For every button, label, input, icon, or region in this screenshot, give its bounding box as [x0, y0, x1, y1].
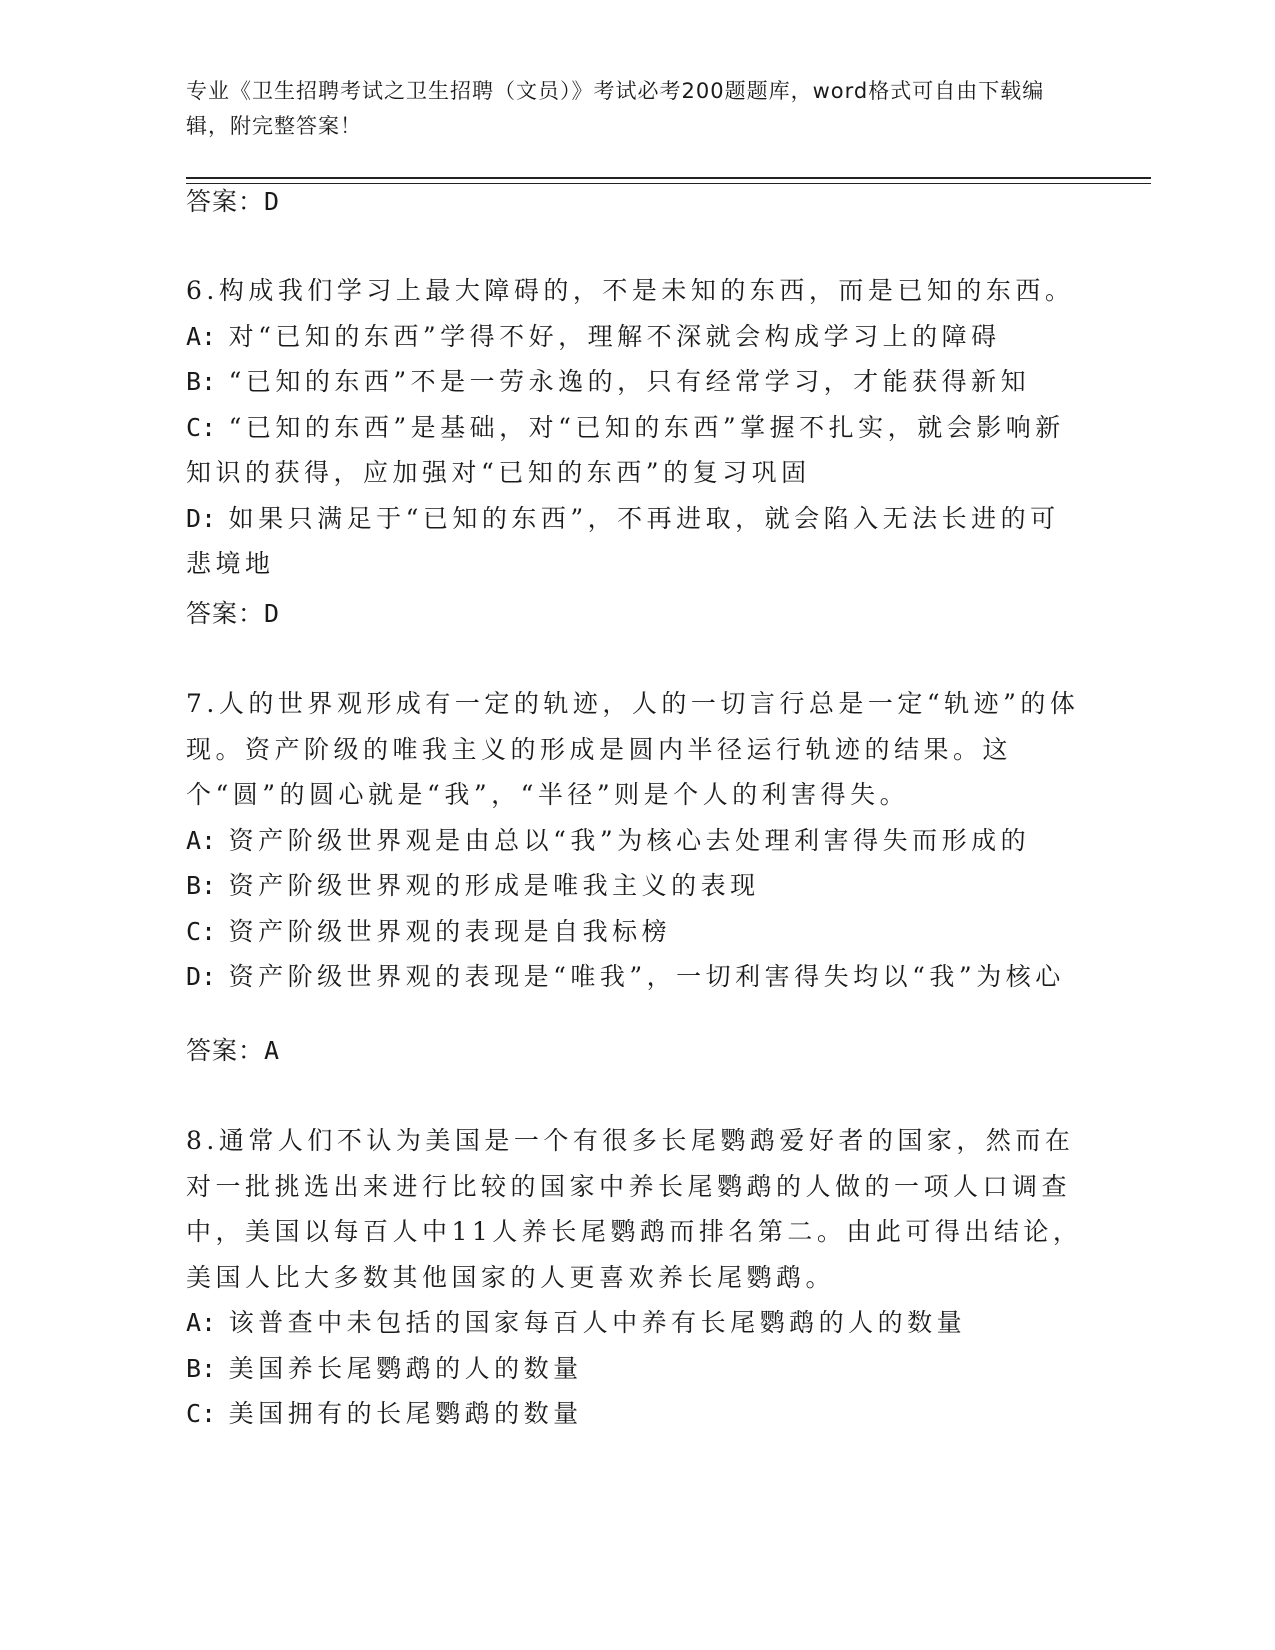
option-label: B:: [186, 367, 217, 396]
option-d: [186, 496, 1086, 587]
answer-label: 答案：: [186, 599, 265, 628]
option-text: 对“已知的东西”学得不好，理解不深就会构成学习上的障碍: [228, 321, 1001, 351]
option-d: [186, 954, 1086, 1000]
option-text: 美国拥有的长尾鹦鹉的数量: [228, 1399, 583, 1428]
question-stem: 6.构成我们学习上最大障碍的，不是未知的东西，而是已知的东西。: [186, 276, 1075, 305]
answer-label: 答案：: [186, 1036, 265, 1065]
question-stem: 8.通常人们不认为美国是一个有很多长尾鹦鹉爱好者的国家，然而在对一批挑选出来进行比较的国家中养长尾鹦鹉的人做的一项人口调查中，美国以每百人中11人养长尾鹦鹉而排名第二。由此可得出结论，美国人比大多数其他国家的人更喜欢养长尾鹦鹉。: [186, 1126, 1083, 1292]
document-header: 专业《卫生招聘考试之卫生招聘（文员）》考试必考200题题库，word格式可自由下载编辑，附完整答案！: [186, 79, 1045, 138]
option-b: [186, 863, 1086, 909]
option-text: 如果只满足于“已知的东西”，不再进取，就会陷入无法长进的可悲境地: [186, 503, 1060, 578]
option-c: [186, 909, 1086, 955]
option-b: [186, 359, 1086, 405]
option-text: 资产阶级世界观的形成是唯我主义的表现: [228, 871, 760, 900]
answer-value: A: [264, 1036, 281, 1065]
question-7: [186, 681, 1086, 1000]
option-label: B:: [186, 871, 217, 900]
question-6: [186, 268, 1086, 587]
option-label: A:: [186, 1308, 217, 1337]
header-rule-thick: [186, 177, 1151, 179]
answer-7: [186, 1031, 280, 1071]
option-text: 该普查中未包括的国家每百人中养有长尾鹦鹉的人的数量: [228, 1308, 967, 1337]
option-label: A:: [186, 825, 217, 855]
question-stem: 7.人的世界观形成有一定的轨迹，人的一切言行总是一定“轨迹”的体现。资产阶级的唯我主义的形成是圆内半径运行轨迹的结果。这个“圆”的圆心就是“我”，“半径”则是个人的利害得失。: [186, 689, 1080, 809]
option-text: “已知的东西”是基础，对“已知的东西”掌握不扎实，就会影响新知识的获得，应加强对“已知的东西”的复习巩固: [186, 412, 1065, 487]
option-a: [186, 314, 1086, 360]
option-b: [186, 1346, 1086, 1392]
option-label: C:: [186, 412, 217, 442]
answer-label: 答案：: [186, 187, 265, 216]
option-a: [186, 1300, 1086, 1346]
option-label: B:: [186, 1353, 217, 1383]
option-text: 资产阶级世界观的表现是“唯我”，一切利害得失均以“我”为核心: [228, 962, 1065, 991]
question-8: [186, 1118, 1086, 1437]
option-label: D:: [186, 962, 217, 991]
answer-value: D: [264, 599, 281, 628]
option-label: D:: [186, 503, 217, 533]
option-label: C:: [186, 916, 217, 946]
option-text: “已知的东西”不是一劳永逸的，只有经常学习，才能获得新知: [228, 367, 1031, 396]
header-rule-thin: [186, 183, 1151, 184]
option-c: [186, 405, 1086, 496]
option-text: 资产阶级世界观是由总以“我”为核心去处理利害得失而形成的: [228, 825, 1031, 855]
option-text: 资产阶级世界观的表现是自我标榜: [228, 916, 672, 946]
option-label: A:: [186, 321, 217, 351]
option-c: [186, 1391, 1086, 1437]
answer-6: [186, 594, 280, 634]
previous-answer: [186, 182, 280, 222]
option-text: 美国养长尾鹦鹉的人的数量: [228, 1353, 583, 1383]
answer-value: D: [264, 187, 281, 216]
option-a: [186, 818, 1086, 864]
option-label: C:: [186, 1399, 217, 1428]
